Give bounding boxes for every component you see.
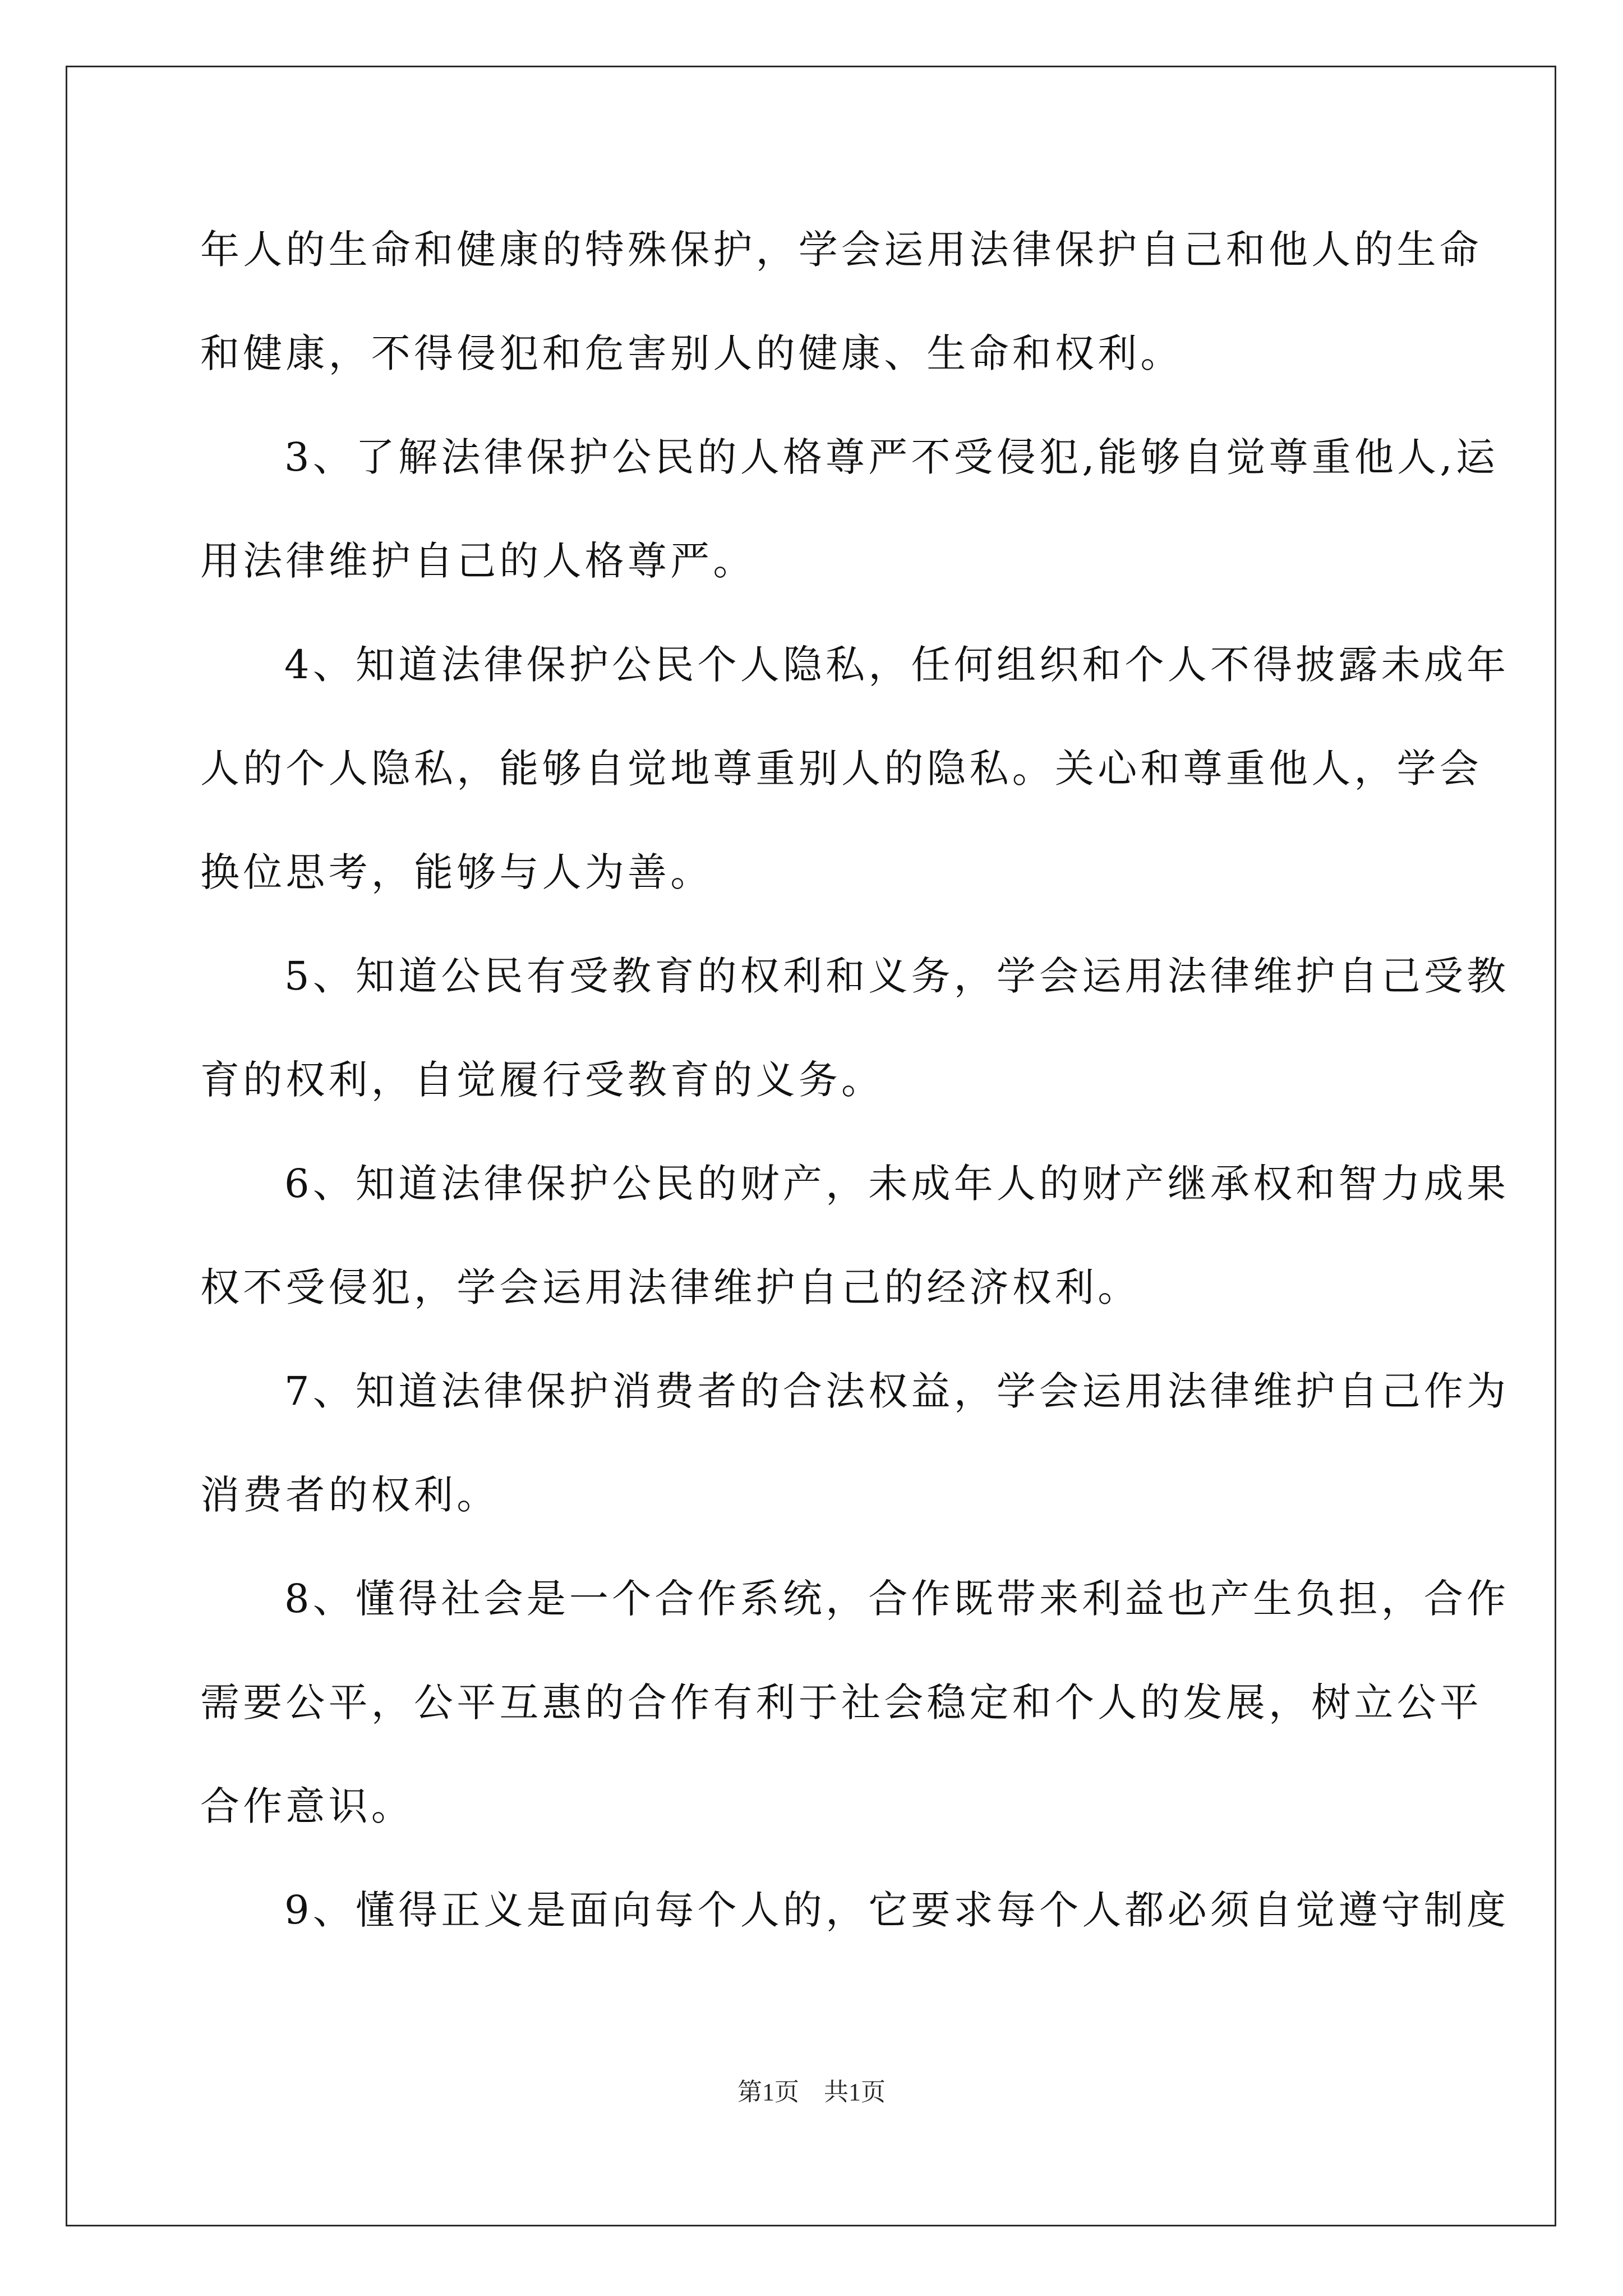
text-line: 人的个人隐私，能够自觉地尊重别人的隐私。关心和尊重他人，学会 — [200, 746, 1482, 792]
text-line: 年人的生命和健康的特殊保护，学会运用法律保护自己和他人的生命 — [200, 227, 1482, 273]
text-line: 5、知道公民有受教育的权利和义务，学会运用法律维护自己受教 — [284, 953, 1510, 999]
text-line: 6、知道法律保护公民的财产，未成年人的财产继承权和智力成果 — [284, 1161, 1510, 1207]
text-line: 换位思考，能够与人为善。 — [200, 849, 713, 895]
text-line: 用法律维护自己的人格尊严。 — [200, 538, 756, 584]
document-body — [200, 210, 1510, 1975]
text-line: 需要公平，公平互惠的合作有利于社会稳定和个人的发展，树立公平 — [200, 1680, 1482, 1726]
text-line: 7、知道法律保护消费者的合法权益，学会运用法律维护自己作为 — [284, 1368, 1510, 1414]
text-line: 8、懂得社会是一个合作系统，合作既带来利益也产生负担，合作 — [284, 1576, 1510, 1622]
text-line: 权不受侵犯，学会运用法律维护自己的经济权利。 — [200, 1264, 1141, 1310]
text-line: 4、知道法律保护公民个人隐私，任何组织和个人不得披露未成年 — [284, 642, 1510, 688]
page-number-footer: 第1页 共1页 — [737, 2078, 886, 2106]
text-line: 3、了解法律保护公民的人格尊严不受侵犯,能够自觉尊重他人,运 — [284, 434, 1499, 480]
text-line: 合作意识。 — [200, 1783, 414, 1829]
text-line: 9、懂得正义是面向每个人的，它要求每个人都必须自觉遵守制度 — [284, 1887, 1510, 1933]
text-line: 消费者的权利。 — [200, 1472, 500, 1518]
text-line: 和健康，不得侵犯和危害别人的健康、生命和权利。 — [200, 330, 1183, 376]
text-line: 育的权利，自觉履行受教育的义务。 — [200, 1057, 884, 1103]
